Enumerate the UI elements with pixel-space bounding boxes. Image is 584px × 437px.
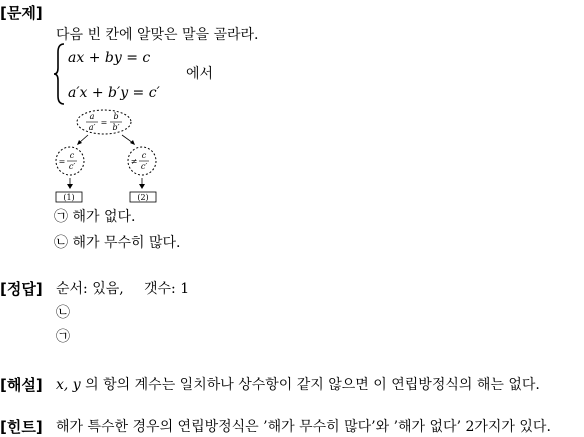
explanation-text: 의 항의 계수는 일치하나 상수항이 같지 않으면 이 연립방정식의 해는 없다. bbox=[85, 377, 540, 393]
condition-diagram bbox=[50, 108, 170, 204]
problem-instruction: 다음 빈 칸에 알맞은 말을 골라라. bbox=[56, 27, 259, 43]
answer-header: [정답] bbox=[0, 280, 43, 298]
left-brace bbox=[54, 44, 64, 104]
left-sign: = bbox=[58, 157, 66, 166]
equation-suffix: 에서 bbox=[186, 66, 214, 82]
hint-header: [힌트] bbox=[0, 418, 43, 436]
option-2-text: 해가 무수히 많다. bbox=[72, 235, 181, 251]
right-num: c bbox=[141, 151, 147, 160]
top-left-num: a bbox=[89, 112, 95, 121]
answer-1: ㉡ bbox=[56, 305, 70, 321]
answer-count: 갯수: 1 bbox=[144, 281, 190, 297]
explanation-line bbox=[56, 374, 540, 394]
option-2-mark: ㉡ bbox=[54, 235, 68, 251]
explanation-vars: x, y bbox=[56, 377, 81, 393]
equation-2: a′x + b′y = c′ bbox=[68, 85, 160, 101]
option-2 bbox=[54, 232, 180, 252]
top-eq: = bbox=[100, 118, 108, 127]
hint-text: 해가 특수한 경우의 연립방정식은 ’해가 무수히 많다’와 ’해가 없다’ 2가지가 있다. bbox=[56, 419, 551, 435]
equation-1: ax + by = c bbox=[68, 50, 151, 66]
top-left-den: a′ bbox=[88, 123, 96, 132]
option-1-mark: ㉠ bbox=[54, 209, 68, 225]
problem-header: [문제] bbox=[0, 4, 43, 22]
explanation-header: [해설] bbox=[0, 376, 43, 394]
blank-box-2-label: (2) bbox=[137, 193, 149, 202]
right-den: c′ bbox=[140, 162, 148, 171]
blank-box-1-label: (1) bbox=[63, 193, 75, 202]
right-sign: ≠ bbox=[130, 157, 138, 166]
option-1-text: 해가 없다. bbox=[72, 209, 136, 225]
top-right-den: b′ bbox=[112, 123, 120, 132]
option-1 bbox=[54, 206, 135, 226]
equation-system bbox=[52, 40, 182, 108]
answer-2: ㉠ bbox=[56, 329, 70, 345]
left-num: c bbox=[69, 151, 75, 160]
answer-order: 순서: 있음, bbox=[56, 281, 124, 297]
top-right-num: b bbox=[113, 112, 119, 121]
left-den: c′ bbox=[68, 162, 76, 171]
